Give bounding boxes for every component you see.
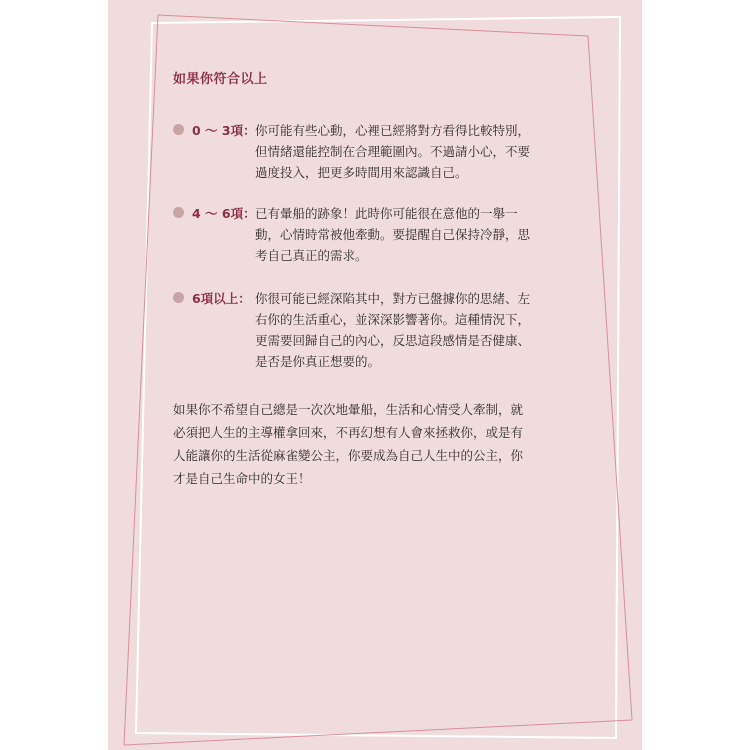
item-text-line: 考自己真正的需求。 bbox=[255, 248, 368, 263]
item-label: 0 ～ 3項： bbox=[192, 123, 256, 138]
conclusion-line: 如果你不希望自己總是一次次地暈船，生活和心情受人牽制，就 bbox=[173, 402, 524, 417]
item-text-line: 已有暈船的跡象！此時你可能很在意他的一舉一 bbox=[255, 206, 518, 221]
bullet-icon bbox=[173, 292, 184, 303]
item-label: 4 ～ 6項： bbox=[192, 206, 256, 221]
decorative-frame bbox=[108, 0, 642, 750]
item-text-line: 動，心情時常被他牽動。要提醒自己保持冷靜，思 bbox=[255, 227, 531, 242]
item-text-line: 你可能有些心動，心裡已經將對方看得比較特別， bbox=[255, 123, 531, 138]
conclusion-paragraph bbox=[173, 398, 593, 490]
conclusion-line: 必須把人生的主導權拿回來，不再幻想有人會來拯救你，或是有 bbox=[173, 425, 524, 440]
item-text-line: 但情緒還能控制在合理範圍內。不過請小心，不要 bbox=[255, 144, 531, 159]
item-label: 6項以上： bbox=[192, 291, 251, 306]
book-page bbox=[108, 0, 642, 750]
bullet-icon bbox=[173, 207, 184, 218]
section-heading: 如果你符合以上 bbox=[173, 72, 268, 87]
item-text-line: 右你的生活重心，並深深影響著你。這種情況下， bbox=[255, 312, 531, 327]
conclusion-line: 才是自己生命中的女王！ bbox=[173, 471, 311, 486]
item-text-line: 是否是你真正想要的。 bbox=[255, 354, 381, 369]
item-text bbox=[255, 288, 595, 372]
item-text-line: 你很可能已經深陷其中，對方已盤據你的思緒、左 bbox=[255, 291, 531, 306]
item-text bbox=[255, 120, 595, 183]
item-text bbox=[255, 203, 595, 266]
item-text-line: 過度投入，把更多時間用來認識自己。 bbox=[255, 165, 468, 180]
item-text-line: 更需要回歸自己的內心，反思這段感情是否健康、 bbox=[255, 333, 531, 348]
conclusion-line: 人能讓你的生活從麻雀變公主，你要成為自己人生中的公主，你 bbox=[173, 448, 524, 463]
bullet-icon bbox=[173, 124, 184, 135]
